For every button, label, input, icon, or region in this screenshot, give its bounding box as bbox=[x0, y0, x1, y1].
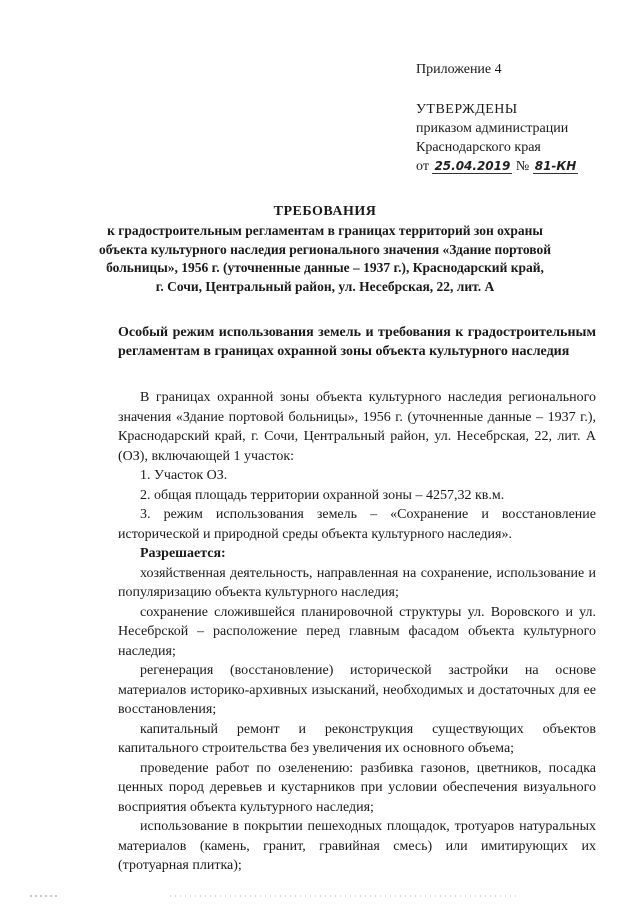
approval-date-line bbox=[416, 157, 578, 176]
document-body bbox=[118, 388, 596, 876]
paragraph: 3. режим использования земель – «Сохранение и восстановление исторической и природной среды объекта культурного наследия». bbox=[118, 507, 596, 542]
document-subtitle bbox=[88, 222, 562, 296]
approval-block bbox=[416, 100, 578, 176]
paragraph: использование в покрытии пешеходных площадок, тротуаров натуральных материалов (камень, гранит, гравийная смесь) или имитирующих их (тротуарная плитка); bbox=[118, 819, 596, 873]
subtitle-line: больницы», 1956 г. (уточненные данные – 1937 г.), Краснодарский край, bbox=[106, 260, 544, 275]
paragraph: капитальный ремонт и реконструкция существующих объектов капитального строительства без увеличения их основного объема; bbox=[118, 721, 596, 756]
approval-line-1: приказом администрации bbox=[416, 121, 569, 136]
allowed-heading: Разрешается: bbox=[140, 546, 226, 561]
approval-number-sign: № bbox=[515, 159, 530, 174]
section-heading: Особый режим использования земель и требования к градостроительным регламентам в границах охранной зоны объекта культурного наследия bbox=[118, 325, 596, 359]
subtitle-line: объекта культурного наследия регионального значения «Здание портовой bbox=[99, 241, 551, 257]
approval-from: от bbox=[416, 159, 429, 174]
paragraph: 1. Участок ОЗ. bbox=[140, 468, 228, 483]
paragraph: В границах охранной зоны объекта культурного наследия регионального значения «Здание портовой больницы», 1956 г. (уточненные данные – 1937 г.), Краснодарский край, г. Сочи, Центральный район, ул. Несебрская, 22, лит. А (ОЗ), включающей 1 участок: bbox=[118, 390, 596, 464]
approval-line-2: Краснодарского края bbox=[416, 140, 541, 155]
paragraph: 2. общая площадь территории охранной зоны – 4257,32 кв.м. bbox=[140, 487, 505, 503]
approval-number: 81-КН bbox=[534, 159, 577, 173]
paragraph: регенерация (восстановление) исторической застройки на основе материалов историко-архивных изысканий, необходимых и достаточных для ее восстановления; bbox=[118, 663, 596, 717]
paragraph: сохранение сложившейся планировочной структуры ул. Воровского и ул. Несебрской – расположение перед главным фасадом объекта культурного наследия; bbox=[118, 604, 596, 659]
approved-heading: УТВЕРЖДЕНЫ bbox=[416, 102, 518, 117]
subtitle-line: г. Сочи, Центральный район, ул. Несебрская, 22, лит. А bbox=[155, 278, 495, 294]
appendix-label: Приложение 4 bbox=[416, 62, 502, 77]
subtitle-line: к градостроительным регламентам в границах территорий зон охраны bbox=[107, 223, 543, 238]
document-title: ТРЕБОВАНИЯ bbox=[273, 204, 377, 219]
approval-date: 25.04.2019 bbox=[434, 159, 511, 173]
scan-artifact-dots bbox=[0, 894, 640, 898]
paragraph: проведение работ по озеленению: разбивка газонов, цветников, посадка ценных пород деревьев и кустарников при условии обеспечения визуального восприятия объекта культурного наследия; bbox=[118, 760, 596, 815]
paragraph: хозяйственная деятельность, направленная на сохранение, использование и популяризацию объекта культурного наследия; bbox=[118, 565, 596, 600]
